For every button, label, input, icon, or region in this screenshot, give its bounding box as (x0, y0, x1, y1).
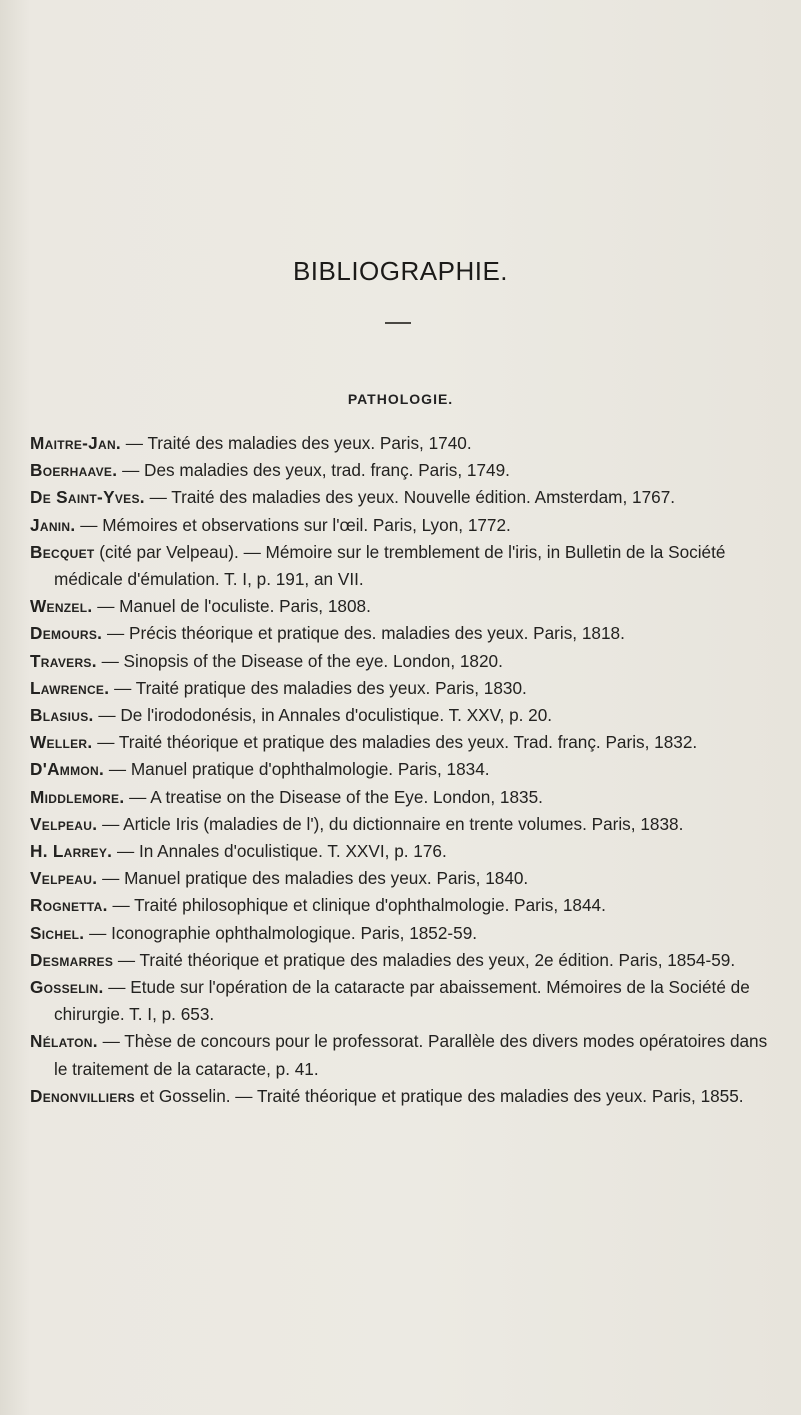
entry-author: Lawrence. (30, 677, 110, 698)
entry-text: — In Annales d'oculistique. T. XXVI, p. 176. (112, 841, 447, 862)
bibliography-entry (30, 865, 775, 892)
bibliography-entry (30, 1028, 775, 1082)
bibliography-entry (30, 512, 775, 539)
entry-text: — Manuel pratique des maladies des yeux. Paris, 1840. (97, 868, 529, 889)
entry-author: D'Ammon. (30, 759, 105, 780)
bibliography-entry (30, 729, 775, 756)
entry-author: Velpeau. (30, 813, 98, 834)
bibliography-entry (30, 648, 775, 675)
entry-text: — Des maladies des yeux, trad. franç. Paris, 1749. (117, 460, 510, 481)
entry-text: — Traité philosophique et clinique d'ophthalmologie. Paris, 1844. (107, 895, 606, 916)
bibliography-entry (30, 892, 775, 919)
entry-author: Janin. (30, 514, 76, 535)
entry-author: Denonvilliers (30, 1085, 135, 1106)
entry-text: et Gosselin. — Traité théorique et pratique des maladies des yeux. Paris, 1855. (135, 1085, 744, 1106)
bibliography-entry (30, 947, 775, 974)
bibliography-entry (30, 838, 775, 865)
bibliography-entry (30, 593, 775, 620)
entry-author: Boerhaave. (30, 460, 118, 481)
bibliography-entry (30, 702, 775, 729)
entry-author: Desmarres (30, 949, 114, 970)
bibliography-entry (30, 620, 775, 647)
bibliography-list (30, 430, 775, 1110)
entry-author: Maitre-Jan. (30, 433, 122, 453)
title-rule (385, 322, 411, 324)
entry-text: — Traité théorique et pratique des maladies des yeux. Trad. franç. Paris, 1832. (92, 732, 698, 753)
entry-text: — Iconographie ophthalmologique. Paris, 1852-59. (84, 922, 478, 943)
entry-text: — Traité des maladies des yeux. Paris, 1740. (121, 433, 472, 453)
entry-author: Demours. (30, 623, 103, 644)
entry-text: — Précis théorique et pratique des. maladies des yeux. Paris, 1818. (102, 623, 625, 644)
entry-author: Middlemore. (30, 786, 125, 807)
entry-text: — Manuel de l'oculiste. Paris, 1808. (92, 596, 371, 617)
bibliography-entry (30, 920, 775, 947)
entry-text: — Traité pratique des maladies des yeux. Paris, 1830. (109, 677, 527, 698)
bibliography-entry (30, 539, 775, 593)
section-heading: PATHOLOGIE. (347, 391, 454, 407)
entry-text: — Thèse de concours pour le professorat. Parallèle des divers modes opératoires dans le traitement de la cataracte, p. 41. (54, 1031, 768, 1079)
bibliography-entry (30, 974, 775, 1028)
entry-author: Becquet (30, 541, 95, 562)
entry-author: H. Larrey. (30, 841, 113, 862)
bibliography-entry (30, 675, 775, 702)
entry-author: Nélaton. (30, 1031, 98, 1052)
entry-text: — Mémoires et observations sur l'œil. Paris, Lyon, 1772. (75, 514, 511, 535)
entry-author: Rognetta. (30, 895, 108, 916)
entry-author: Sichel. (30, 922, 85, 943)
entry-author: Weller. (30, 732, 93, 753)
entry-text: — Manuel pratique d'ophthalmologie. Paris, 1834. (104, 759, 490, 780)
bibliography-entry (30, 811, 775, 838)
bibliography-entry (30, 756, 775, 783)
entry-text: — Traité théorique et pratique des maladies des yeux, 2e édition. Paris, 1854-59. (113, 949, 736, 970)
bibliography-entry (30, 430, 775, 457)
entry-text: — Etude sur l'opération de la cataracte par abaissement. Mémoires de la Société de chirurgie. T. I, p. 653. (54, 977, 750, 1025)
entry-author: De Saint-Yves. (30, 487, 145, 508)
entry-text: — De l'irododonésis, in Annales d'oculistique. T. XXV, p. 20. (93, 705, 553, 726)
entry-text: — A treatise on the Disease of the Eye. London, 1835. (124, 786, 543, 807)
entry-text: — Article Iris (maladies de l'), du dictionnaire en trente volumes. Paris, 1838. (97, 813, 684, 834)
entry-author: Travers. (30, 650, 97, 671)
entry-text: (cité par Velpeau). — Mémoire sur le tremblement de l'iris, in Bulletin de la Société médicale d'émulation. T. I, p. 191, an VII. (54, 541, 726, 590)
entry-author: Gosselin. (30, 977, 104, 998)
entry-author: Blasius. (30, 705, 94, 726)
entry-author: Wenzel. (30, 596, 93, 617)
bibliography-entry (30, 484, 775, 511)
bibliography-entry (30, 1083, 775, 1110)
entry-author: Velpeau. (30, 868, 98, 889)
page-title: BIBLIOGRAPHIE. (292, 256, 509, 286)
bibliography-entry (30, 784, 775, 811)
bibliography-entry (30, 457, 775, 484)
entry-text: — Sinopsis of the Disease of the eye. London, 1820. (96, 650, 503, 671)
entry-text: — Traité des maladies des yeux. Nouvelle édition. Amsterdam, 1767. (144, 487, 676, 508)
